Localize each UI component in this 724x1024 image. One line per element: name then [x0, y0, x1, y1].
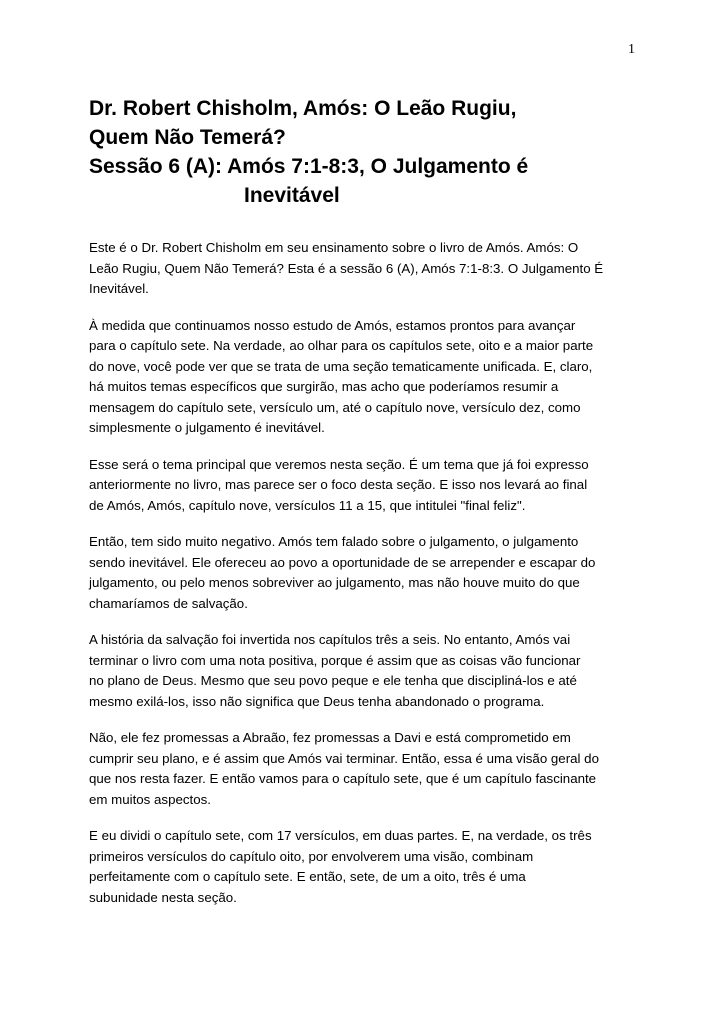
text-line: primeiros versículos do capítulo oito, por envolverem uma visão, combinam	[89, 848, 534, 864]
title-line: Dr. Robert Chisholm, Amós: O Leão Rugiu,	[89, 97, 517, 120]
paragraph	[89, 728, 641, 810]
text-line: Inevitável.	[89, 281, 149, 296]
text-line: Leão Rugiu, Quem Não Temerá? Esta é a sessão 6 (A), Amós 7:1-8:3. O Julgamento É	[89, 260, 604, 276]
text-line: Então, tem sido muito negativo. Amós tem falado sobre o julgamento, o julgamento	[89, 534, 579, 549]
text-line: de Amós, Amós, capítulo nove, versículos 11 a 15, que intitulei "final feliz".	[89, 497, 526, 513]
paragraph	[89, 532, 641, 614]
text-line: julgamento, ou pelo menos sobreviver ao julgamento, mas não houve muito do que	[89, 575, 580, 590]
text-line: no plano de Deus. Mesmo que seu povo peque e ele tenha que discipliná-los e até	[89, 673, 577, 688]
text-line: À medida que continuamos nosso estudo de Amós, estamos prontos para avançar	[89, 317, 576, 333]
text-line: simplesmente o julgamento é inevitável.	[89, 420, 325, 435]
text-line: cumprir seu plano, e é assim que Amós vai terminar. Então, essa é uma visão geral do	[89, 750, 599, 766]
text-line: terminar o livro com uma nota positiva, porque é assim que as coisas vão funcionar	[89, 652, 581, 668]
document-body	[89, 238, 641, 924]
paragraph	[89, 238, 641, 300]
paragraph	[89, 630, 641, 712]
text-line: mensagem do capítulo sete, versículo um, até o capítulo nove, versículo dez, como	[89, 399, 581, 415]
text-line: Este é o Dr. Robert Chisholm em seu ensinamento sobre o livro de Amós. Amós: O	[89, 240, 579, 255]
title-line: Quem Não Temerá?	[89, 126, 286, 149]
text-line: perfeitamente com o capítulo sete. E então, sete, de um a oito, três é uma	[89, 869, 526, 884]
text-line: chamaríamos de salvação.	[89, 595, 248, 611]
paragraph	[89, 826, 641, 908]
document-title	[89, 94, 649, 210]
text-line: que nos resta fazer. E então vamos para o capítulo sete, que é um capítulo fascinante	[89, 771, 597, 786]
page-number: 1	[628, 42, 635, 57]
text-line: A história da salvação foi invertida nos capítulos três a seis. No entanto, Amós vai	[89, 632, 571, 647]
paragraph	[89, 455, 641, 517]
text-line: sendo inevitável. Ele ofereceu ao povo a oportunidade de se arrepender e escapar do	[89, 554, 596, 570]
text-line: há muitos temas específicos que surgirão, mas acho que poderíamos resumir a	[89, 379, 559, 394]
paragraph	[89, 316, 641, 439]
text-line: anteriormente no livro, mas parece ser o foco desta seção. E isso nos levará ao final	[89, 477, 588, 492]
text-line: para o capítulo sete. Na verdade, ao olhar para os capítulos sete, oito e a maior parte	[89, 338, 594, 353]
text-line: E eu dividi o capítulo sete, com 17 versículos, em duas partes. E, na verdade, os três	[89, 828, 592, 843]
text-line: mesmo exilá-los, isso não significa que Deus tenha abandonado o programa.	[89, 693, 545, 709]
title-line: Inevitável	[244, 184, 340, 207]
text-line: do nove, você pode ver que se trata de uma seção tematicamente unificada. E, claro,	[89, 358, 593, 374]
text-line: em muitos aspectos.	[89, 791, 211, 807]
text-line: subunidade nesta seção.	[89, 889, 237, 905]
title-line: Sessão 6 (A): Amós 7:1-8:3, O Julgamento é	[89, 155, 529, 178]
text-line: Esse será o tema principal que veremos nesta seção. É um tema que já foi expresso	[89, 456, 589, 472]
text-line: Não, ele fez promessas a Abraão, fez promessas a Davi e está comprometido em	[89, 730, 571, 745]
